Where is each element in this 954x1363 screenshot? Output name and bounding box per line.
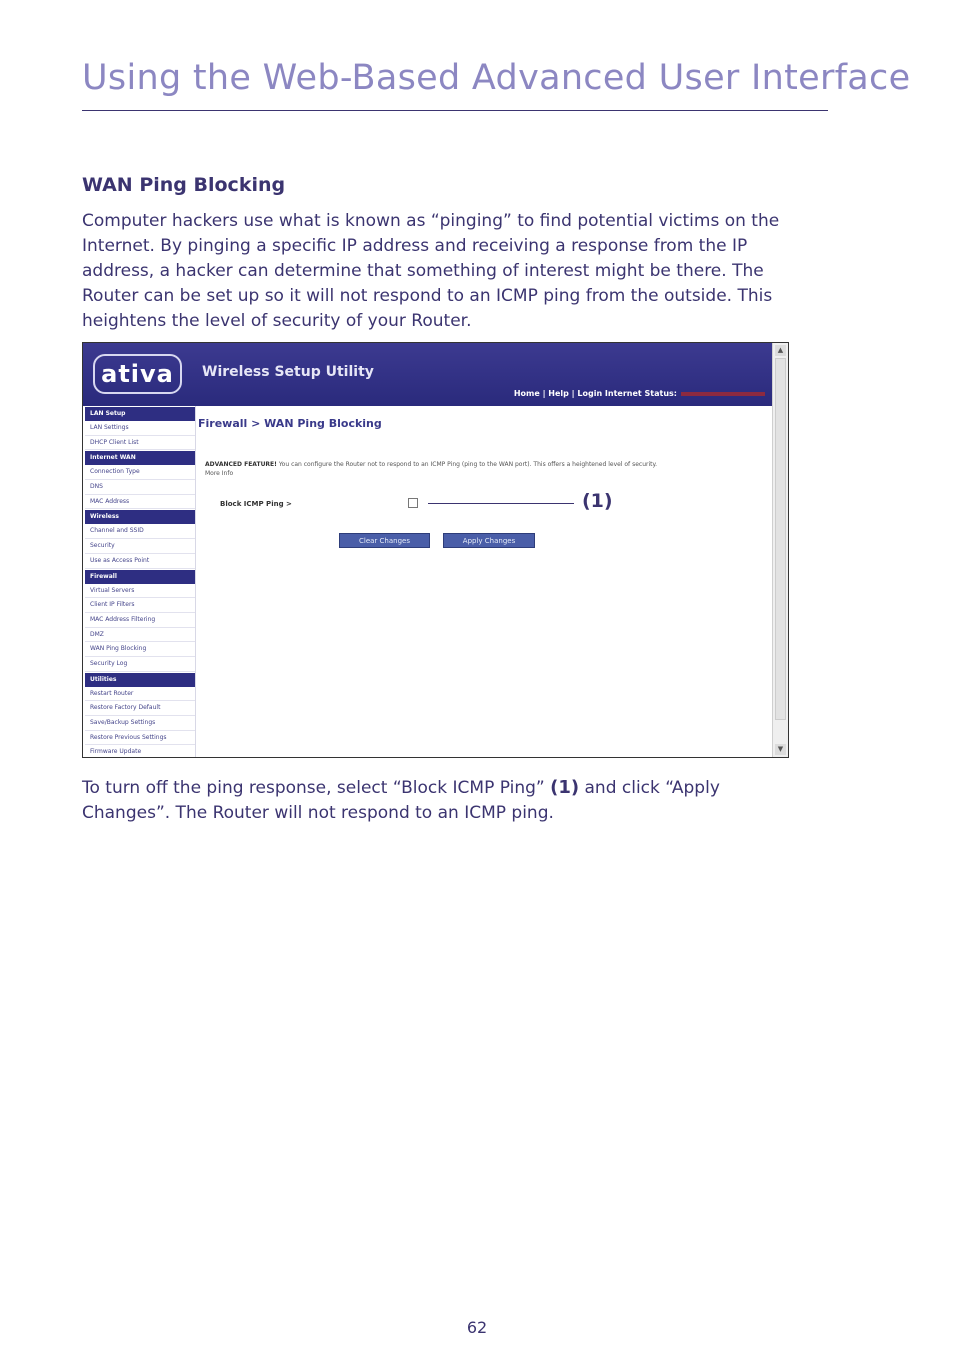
outro-text-after: and click “Apply Changes”. The Router will not respond to an ICMP ping. — [82, 778, 720, 823]
outro-callout: (1) — [550, 777, 580, 798]
screenshot-scrollbar — [772, 343, 788, 757]
sidebar-item: Security — [85, 539, 195, 554]
section-heading: WAN Ping Blocking — [82, 174, 286, 196]
sidebar-item: Virtual Servers — [85, 584, 195, 599]
sidebar-divider — [195, 406, 196, 757]
block-icmp-ping-checkbox — [408, 498, 418, 508]
title-rule — [82, 110, 828, 111]
desc-label: ADVANCED FEATURE! — [205, 461, 277, 468]
sidebar-group: Internet WAN — [85, 451, 195, 465]
scroll-thumb — [775, 358, 786, 720]
sidebar-item: DHCP Client List — [85, 436, 195, 451]
ativa-logo: ativa — [93, 354, 182, 394]
sidebar-item: DMZ — [85, 628, 195, 643]
block-icmp-ping-label: Block ICMP Ping > — [220, 500, 292, 508]
desc-text: You can configure the Router not to respond to an ICMP Ping (ping to the WAN port). This offers a heightened level of security. More Info — [205, 461, 658, 477]
apply-changes-button: Apply Changes — [443, 533, 535, 548]
sidebar-group: LAN Setup — [85, 407, 195, 421]
screenshot-breadcrumb: Firewall > WAN Ping Blocking — [198, 417, 382, 430]
intro-paragraph: Computer hackers use what is known as “pinging” to find potential victims on the Internet. By pinging a specific IP address and receiving a response from the IP address, a hacker can determine that something of interest might be there. The Router can be set up so it will not respond to an ICMP ping from the outside. This heightens the level of security of your Router. — [82, 211, 780, 331]
sidebar-item: Security Log — [85, 657, 195, 672]
page-title: Using the Web-Based Advanced User Interface — [82, 58, 911, 98]
header-links-text: Home | Help | Login Internet Status: — [513, 389, 677, 398]
sidebar-item: Restore Previous Settings — [85, 731, 195, 746]
sidebar-item: Client IP Filters — [85, 598, 195, 613]
sidebar-item: MAC Address Filtering — [85, 613, 195, 628]
sidebar-item: Connection Type — [85, 465, 195, 480]
sidebar-item: DNS — [85, 480, 195, 495]
sidebar-item: Firmware Update — [85, 745, 195, 758]
sidebar-item: Restore Factory Default — [85, 701, 195, 716]
callout-line — [428, 503, 574, 504]
outro-paragraph — [82, 775, 802, 826]
outro-text-before: To turn off the ping response, select “Block ICMP Ping” — [82, 778, 551, 798]
sidebar-item: MAC Address — [85, 495, 195, 510]
screenshot-description — [205, 460, 665, 478]
internet-status-indicator — [681, 392, 765, 396]
sidebar-group: Wireless — [85, 510, 195, 524]
sidebar-item: Use as Access Point — [85, 554, 195, 569]
header-links — [514, 389, 765, 398]
sidebar-item: Channel and SSID — [85, 524, 195, 539]
scroll-up-icon: ▲ — [775, 345, 786, 356]
sidebar-item: Restart Router — [85, 687, 195, 702]
sidebar-group: Utilities — [85, 673, 195, 687]
page-number: 62 — [466, 1318, 488, 1337]
sidebar-item: Save/Backup Settings — [85, 716, 195, 731]
scroll-down-icon: ▼ — [775, 744, 786, 755]
sidebar-item: LAN Settings — [85, 421, 195, 436]
clear-changes-button: Clear Changes — [339, 533, 430, 548]
sidebar-item: WAN Ping Blocking — [85, 642, 195, 657]
screenshot-sidebar — [85, 406, 195, 757]
sidebar-group: Firewall — [85, 570, 195, 584]
router-screenshot — [82, 342, 789, 758]
callout-label: (1) — [582, 490, 613, 512]
app-title: Wireless Setup Utility — [202, 364, 374, 380]
screenshot-header — [83, 343, 773, 406]
